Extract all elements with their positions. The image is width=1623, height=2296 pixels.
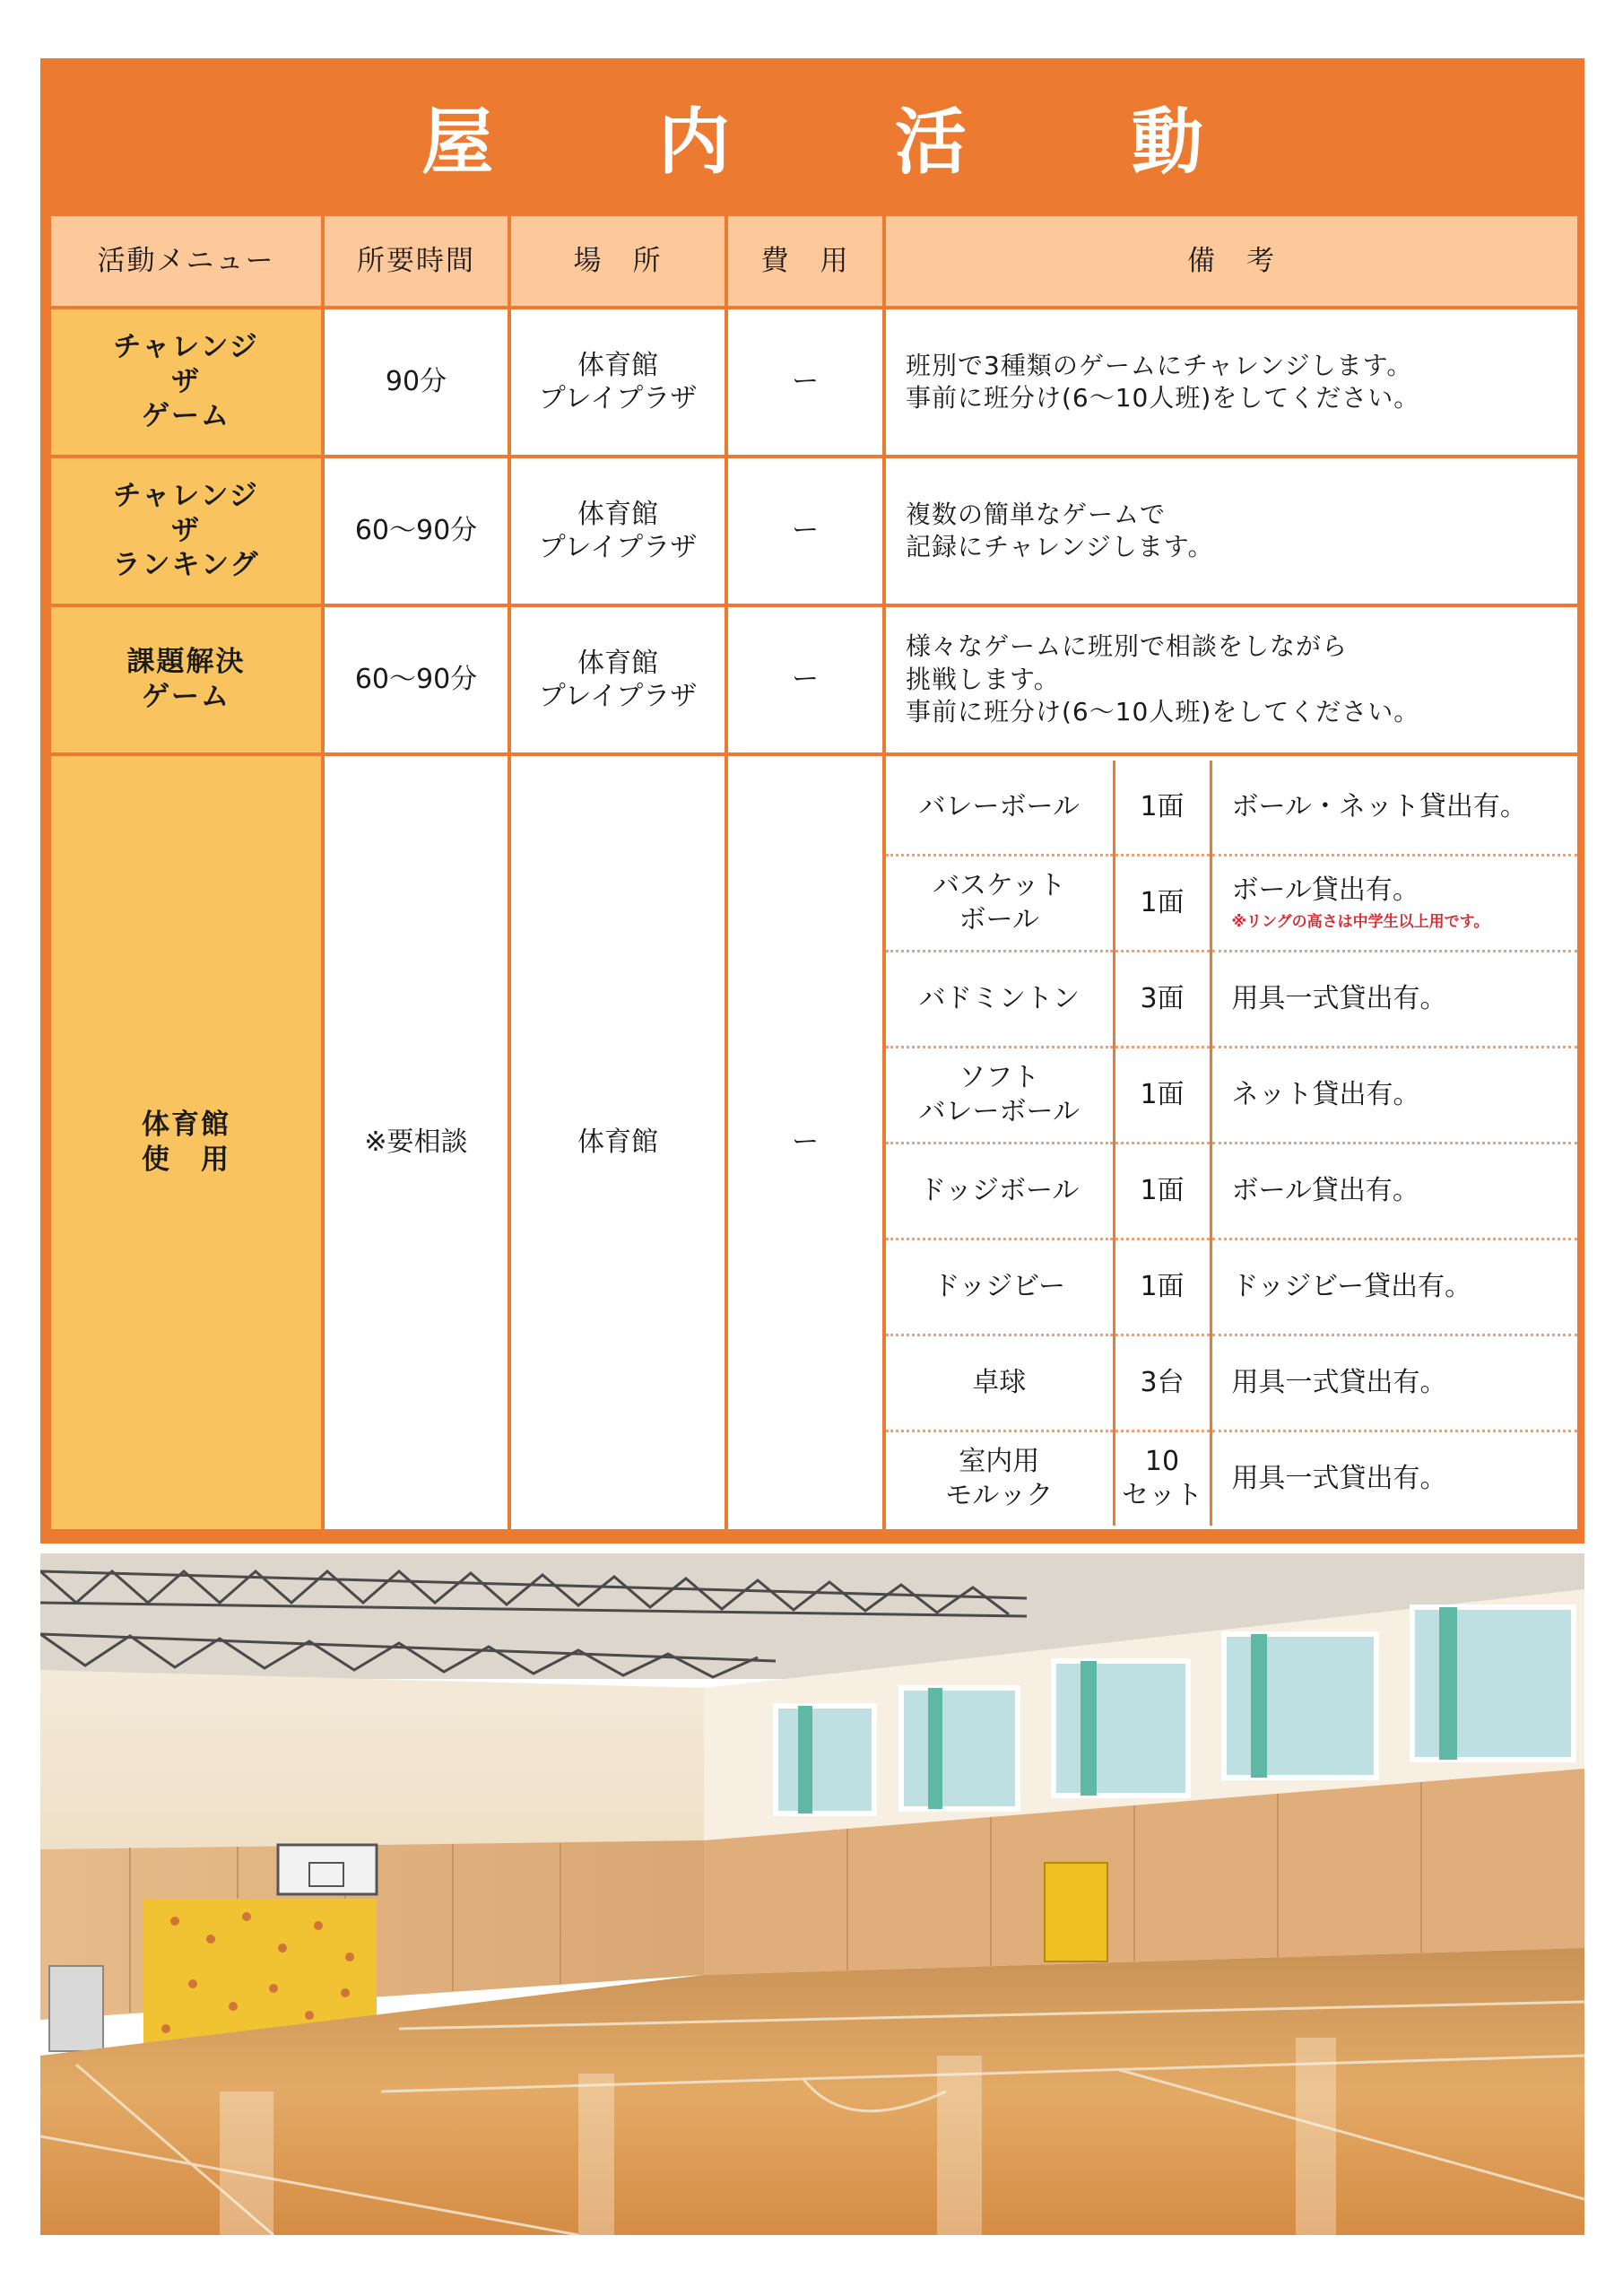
equipment-row — [886, 1143, 1577, 1239]
header-place: 場 所 — [511, 216, 725, 306]
equipment-name: ドッジビー — [886, 1239, 1114, 1335]
equipment-note-cell — [1211, 761, 1577, 856]
menu-cell: 課題解決 ゲーム — [51, 607, 321, 752]
equipment-name: バレーボール — [886, 761, 1114, 856]
page-title: 屋 内 活 動 — [421, 100, 1273, 184]
equipment-row — [886, 951, 1577, 1047]
equipment-name: ソフト バレーボール — [886, 1047, 1114, 1143]
equipment-note: 用具一式貸出有。 — [1231, 1462, 1447, 1494]
gymnasium-photo — [40, 1553, 1584, 2235]
equipment-name: バスケット ボール — [886, 855, 1114, 951]
equipment-note-cell — [1211, 1143, 1577, 1239]
table-row — [51, 458, 1577, 604]
equipment-note-cell — [1211, 1335, 1577, 1431]
equipment-note-cell — [1211, 1239, 1577, 1335]
time-cell: 90分 — [325, 309, 508, 455]
equipment-note: ボール・ネット貸出有。 — [1231, 790, 1527, 822]
equipment-row — [886, 1047, 1577, 1143]
place-cell: 体育館 プレイプラザ — [511, 309, 725, 455]
equipment-row — [886, 1431, 1577, 1526]
equipment-note-cell — [1211, 1047, 1577, 1143]
equipment-cell — [886, 756, 1577, 1529]
menu-cell: チャレンジ ザ ゲーム — [51, 309, 321, 455]
equipment-row — [886, 761, 1577, 856]
equipment-quantity: 1面 — [1114, 855, 1211, 951]
place-cell: 体育館 プレイプラザ — [511, 458, 725, 604]
activity-sheet — [40, 58, 1584, 1544]
header-time: 所要時間 — [325, 216, 508, 306]
time-cell: 60～90分 — [325, 607, 508, 752]
equipment-note: 用具一式貸出有。 — [1231, 982, 1447, 1014]
time-cell: ※要相談 — [325, 756, 508, 1529]
fee-cell: ー — [728, 458, 882, 604]
header-notes: 備 考 — [886, 216, 1577, 306]
time-cell: 60～90分 — [325, 458, 508, 604]
equipment-quantity: 1面 — [1114, 1143, 1211, 1239]
equipment-note: ボール貸出有。 — [1231, 1174, 1419, 1206]
equipment-row — [886, 1239, 1577, 1335]
fee-cell: ー — [728, 309, 882, 455]
equipment-quantity: 10 セット — [1114, 1431, 1211, 1526]
equipment-warning: ※リングの高さは中学生以上用です。 — [1231, 912, 1489, 931]
equipment-table — [886, 761, 1577, 1526]
fee-cell: ー — [728, 607, 882, 752]
title-bar — [40, 58, 1584, 213]
equipment-quantity: 1面 — [1114, 761, 1211, 856]
notes-cell: 様々なゲームに班別で相談をしながら 挑戦します。 事前に班分け(6～10人班)をしてください。 — [886, 607, 1577, 752]
fee-cell: ー — [728, 756, 882, 1529]
equipment-name: バドミントン — [886, 951, 1114, 1047]
equipment-quantity: 1面 — [1114, 1239, 1211, 1335]
equipment-name: 室内用 モルック — [886, 1431, 1114, 1526]
equipment-note-cell — [1211, 951, 1577, 1047]
activity-table — [48, 213, 1581, 1533]
equipment-note: 用具一式貸出有。 — [1231, 1366, 1447, 1398]
table-row — [51, 309, 1577, 455]
menu-cell: 体育館 使 用 — [51, 756, 321, 1529]
equipment-row — [886, 855, 1577, 951]
equipment-note-cell — [1211, 1431, 1577, 1526]
equipment-quantity: 3台 — [1114, 1335, 1211, 1431]
gym-row — [51, 756, 1577, 1529]
equipment-note: ドッジビー貸出有。 — [1231, 1270, 1472, 1302]
notes-cell: 班別で3種類のゲームにチャレンジします。 事前に班分け(6～10人班)をしてください。 — [886, 309, 1577, 455]
equipment-note: ボール貸出有。 — [1231, 874, 1419, 907]
header-menu: 活動メニュー — [51, 216, 321, 306]
place-cell: 体育館 — [511, 756, 725, 1529]
menu-cell: チャレンジ ザ ランキング — [51, 458, 321, 604]
place-cell: 体育館 プレイプラザ — [511, 607, 725, 752]
equipment-name: 卓球 — [886, 1335, 1114, 1431]
header-row — [51, 216, 1577, 306]
notes-cell: 複数の簡単なゲームで 記録にチャレンジします。 — [886, 458, 1577, 604]
equipment-note: ネット貸出有。 — [1231, 1078, 1420, 1110]
equipment-note-cell — [1211, 855, 1577, 951]
header-fee: 費 用 — [728, 216, 882, 306]
table-row — [51, 607, 1577, 752]
equipment-name: ドッジボール — [886, 1143, 1114, 1239]
equipment-row — [886, 1335, 1577, 1431]
equipment-quantity: 1面 — [1114, 1047, 1211, 1143]
equipment-quantity: 3面 — [1114, 951, 1211, 1047]
